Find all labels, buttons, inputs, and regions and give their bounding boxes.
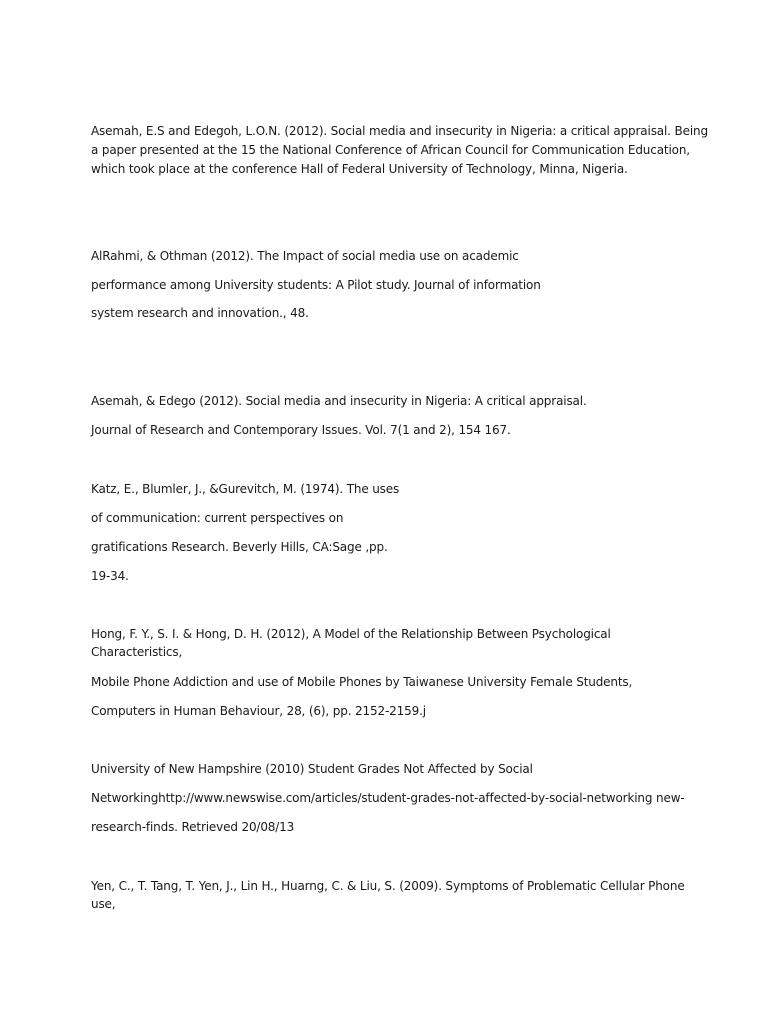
reference-line: system research and innovation., 48. — [91, 306, 309, 320]
reference-line: 19-34. — [91, 569, 129, 583]
reference-line: AlRahmi, & Othman (2012). The Impact of social media use on academic — [91, 249, 519, 263]
reference-line: Characteristics, — [91, 645, 183, 659]
reference-line: a paper presented at the 15 the National Conference of African Council for Communication Education, — [91, 143, 690, 157]
reference-line: performance among University students: A Pilot study. Journal of information — [91, 278, 541, 292]
reference-line: which took place at the conference Hall of Federal University of Technology, Minna, Nigeria. — [91, 162, 628, 176]
reference-line: research-finds. Retrieved 20/08/13 — [91, 820, 295, 834]
reference-line: Asemah, E.S and Edegoh, L.O.N. (2012). Social media and insecurity in Nigeria: a critical appraisal. Being — [91, 124, 708, 138]
reference-line: Katz, E., Blumler, J., &Gurevitch, M. (1974). The uses — [91, 482, 400, 496]
reference-line: use, — [91, 897, 116, 911]
reference-line: Yen, C., T. Tang, T. Yen, J., Lin H., Huarng, C. & Liu, S. (2009). Symptoms of Problematic Cellular Phone — [91, 879, 685, 893]
reference-line: Asemah, & Edego (2012). Social media and insecurity in Nigeria: A critical appraisal. — [91, 394, 587, 408]
reference-line: University of New Hampshire (2010) Student Grades Not Affected by Social — [91, 762, 533, 776]
reference-line: Computers in Human Behaviour, 28, (6), pp. 2152-2159.j — [91, 704, 426, 718]
reference-line: Mobile Phone Addiction and use of Mobile Phones by Taiwanese University Female Students, — [91, 675, 633, 689]
reference-line: Journal of Research and Contemporary Issues. Vol. 7(1 and 2), 154 167. — [91, 423, 511, 437]
reference-line: gratifications Research. Beverly Hills, CA:Sage ,pp. — [91, 540, 388, 554]
reference-line: Hong, F. Y., S. I. & Hong, D. H. (2012), A Model of the Relationship Between Psychological — [91, 627, 611, 641]
reference-line: Networkinghttp://www.newswise.com/articles/student-grades-not-affected-by-social-networking new- — [91, 791, 685, 805]
reference-line: of communication: current perspectives on — [91, 511, 344, 525]
